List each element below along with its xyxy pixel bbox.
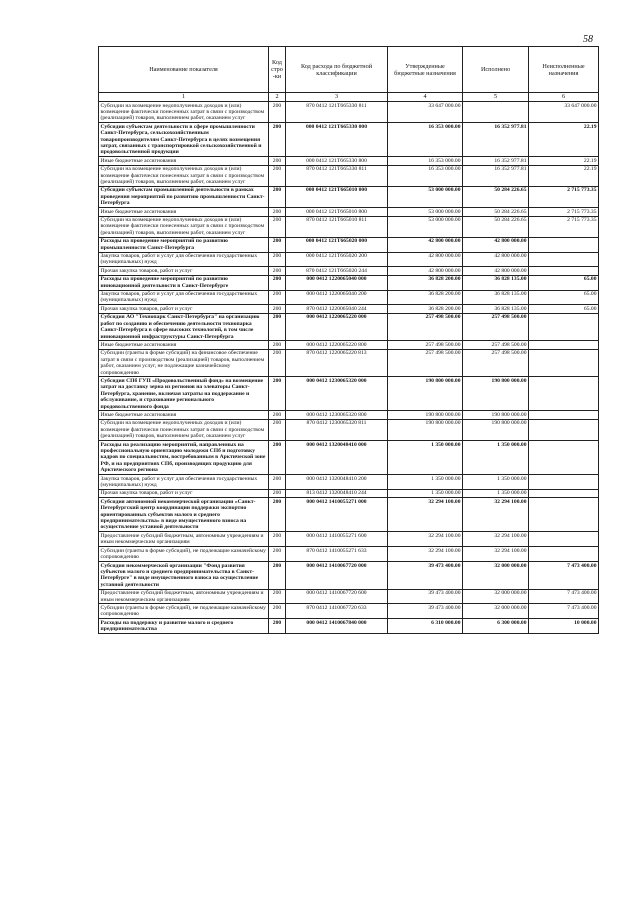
table-row bbox=[99, 186, 599, 207]
budget-code-cell: 000 0412 1410055271 000 bbox=[286, 498, 388, 532]
executed-amount-cell: 1 350 000.00 bbox=[463, 441, 529, 475]
approved-amount-cell: 36 828 200.00 bbox=[388, 290, 463, 305]
line-code-cell: 200 bbox=[269, 267, 286, 275]
executed-amount-cell bbox=[463, 102, 529, 123]
line-code-cell: 200 bbox=[269, 441, 286, 475]
line-code-cell: 200 bbox=[269, 186, 286, 207]
approved-amount-cell: 36 828 200.00 bbox=[388, 275, 463, 290]
line-code-cell: 200 bbox=[269, 275, 286, 290]
budget-code-cell: 000 0412 1410067720 000 bbox=[286, 562, 388, 590]
table-row bbox=[99, 313, 599, 341]
unexecuted-amount-cell: 2 715 773.35 bbox=[529, 216, 599, 237]
approved-amount-cell: 16 353 000.00 bbox=[388, 123, 463, 157]
budget-code-cell: 000 0412 121Т665330 800 bbox=[286, 157, 388, 165]
approved-amount-cell: 33 647 000.00 bbox=[388, 102, 463, 123]
line-code-cell: 200 bbox=[269, 290, 286, 305]
table-row bbox=[99, 102, 599, 123]
indicator-name-cell: Субсидии (гранты в форме субсидий) на финансовое обеспечение затрат в связи с производством (реализацией) товаров, выполнением работ, оказанием услуг, не подлежащие казначейскому сопровождению bbox=[99, 349, 269, 377]
unexecuted-amount-cell bbox=[529, 475, 599, 490]
line-code-cell: 200 bbox=[269, 208, 286, 216]
budget-code-cell: 000 0412 121Т665020 000 bbox=[286, 237, 388, 252]
table-row bbox=[99, 489, 599, 497]
unexecuted-amount-cell bbox=[529, 532, 599, 547]
line-code-cell: 200 bbox=[269, 489, 286, 497]
unexecuted-amount-cell: 22.19 bbox=[529, 165, 599, 186]
unexecuted-amount-cell: 22.19 bbox=[529, 123, 599, 157]
table-row bbox=[99, 275, 599, 290]
header-approved: Утвержденные бюджетные назначения bbox=[388, 47, 463, 93]
unexecuted-amount-cell bbox=[529, 489, 599, 497]
unexecuted-amount-cell bbox=[529, 313, 599, 341]
line-code-cell: 200 bbox=[269, 341, 286, 349]
unexecuted-amount-cell bbox=[529, 377, 599, 411]
line-code-cell: 200 bbox=[269, 216, 286, 237]
table-row bbox=[99, 547, 599, 562]
budget-code-cell: 000 0412 1410067840 000 bbox=[286, 619, 388, 634]
approved-amount-cell: 42 800 000.00 bbox=[388, 237, 463, 252]
budget-code-cell: 000 0412 1220065040 200 bbox=[286, 290, 388, 305]
indicator-name-cell: Субсидии на возмещение недополученных доходов и (или) возмещение фактически понесенных затрат в связи с производством (реализацией) товаров, выполнением работ, оказанием услуг bbox=[99, 102, 269, 123]
table-row bbox=[99, 123, 599, 157]
executed-amount-cell: 6 300 000.00 bbox=[463, 619, 529, 634]
executed-amount-cell: 1 350 000.00 bbox=[463, 475, 529, 490]
unexecuted-amount-cell: 33 647 000.00 bbox=[529, 102, 599, 123]
budget-code-cell: 870 0412 1410067720 633 bbox=[286, 604, 388, 619]
table-row bbox=[99, 419, 599, 440]
approved-amount-cell: 190 800 000.00 bbox=[388, 419, 463, 440]
indicator-name-cell: Расходы на проведение мероприятий по развитию инновационной деятельности в Санкт-Петербурге bbox=[99, 275, 269, 290]
header-line-code: Код стро-ки bbox=[269, 47, 286, 93]
unexecuted-amount-cell: 7 473 400.00 bbox=[529, 604, 599, 619]
table-row bbox=[99, 604, 599, 619]
indicator-name-cell: Субсидии на возмещение недополученных доходов и (или) возмещение фактически понесенных затрат в связи с производством (реализацией) товаров, выполнением работ, оказанием услуг bbox=[99, 165, 269, 186]
unexecuted-amount-cell bbox=[529, 547, 599, 562]
header-indicator-name: Наименование показателя bbox=[99, 47, 269, 93]
line-code-cell: 200 bbox=[269, 589, 286, 604]
table-row bbox=[99, 562, 599, 590]
line-code-cell: 200 bbox=[269, 377, 286, 411]
executed-amount-cell: 1 350 000.00 bbox=[463, 489, 529, 497]
line-code-cell: 200 bbox=[269, 619, 286, 634]
column-number: 3 bbox=[286, 93, 388, 102]
budget-code-cell: 000 0412 1230065320 800 bbox=[286, 411, 388, 419]
line-code-cell: 200 bbox=[269, 165, 286, 186]
table-row bbox=[99, 475, 599, 490]
indicator-name-cell: Закупка товаров, работ и услуг для обеспечения государственных (муниципальных) нужд bbox=[99, 252, 269, 267]
executed-amount-cell: 32 000 000.00 bbox=[463, 562, 529, 590]
approved-amount-cell: 53 000 000.00 bbox=[388, 186, 463, 207]
indicator-name-cell: Субсидия автономной некоммерческой организации «Санкт-Петербургский центр координации поддержки экспортно ориентированных субъектов малого и среднего предпринимательства» в виде имущественного взноса на осуществление уставной деятельности bbox=[99, 498, 269, 532]
indicator-name-cell: Иные бюджетные ассигнования bbox=[99, 341, 269, 349]
column-number: 2 bbox=[269, 93, 286, 102]
budget-code-cell: 000 0412 1410067720 600 bbox=[286, 589, 388, 604]
column-number: 5 bbox=[463, 93, 529, 102]
budget-code-cell: 870 0412 121Т665330 811 bbox=[286, 102, 388, 123]
indicator-name-cell: Предоставление субсидий бюджетным, автономным учреждениям и иным некоммерческим организациям bbox=[99, 532, 269, 547]
line-code-cell: 200 bbox=[269, 547, 286, 562]
indicator-name-cell: Расходы на проведение мероприятий по развитию промышленности Санкт-Петербурга bbox=[99, 237, 269, 252]
column-number: 6 bbox=[529, 93, 599, 102]
approved-amount-cell: 42 800 000.00 bbox=[388, 252, 463, 267]
budget-code-cell: 000 0412 121Т665010 000 bbox=[286, 186, 388, 207]
executed-amount-cell: 16 352 977.81 bbox=[463, 157, 529, 165]
unexecuted-amount-cell: 7 473 400.00 bbox=[529, 562, 599, 590]
executed-amount-cell: 32 000 000.00 bbox=[463, 589, 529, 604]
approved-amount-cell: 190 800 000.00 bbox=[388, 411, 463, 419]
approved-amount-cell: 32 294 100.00 bbox=[388, 547, 463, 562]
budget-code-cell: 000 0412 1320048410 200 bbox=[286, 475, 388, 490]
approved-amount-cell: 190 800 000.00 bbox=[388, 377, 463, 411]
approved-amount-cell: 39 473 400.00 bbox=[388, 604, 463, 619]
indicator-name-cell: Предоставление субсидий бюджетным, автономным учреждениям и иным некоммерческим организациям bbox=[99, 589, 269, 604]
line-code-cell: 200 bbox=[269, 102, 286, 123]
unexecuted-amount-cell: 22.19 bbox=[529, 157, 599, 165]
unexecuted-amount-cell: 65.00 bbox=[529, 305, 599, 313]
executed-amount-cell: 32 294 100.00 bbox=[463, 532, 529, 547]
indicator-name-cell: Субсидия СПб ГУП «Продовольственный фонд» на возмещение затрат на доставку зерна из регионов на элеваторы Санкт-Петербурга, хранение, включая затраты на поддержание и обслуживание, и страхование регионального продовольственного фонда bbox=[99, 377, 269, 411]
approved-amount-cell: 53 000 000.00 bbox=[388, 208, 463, 216]
executed-amount-cell: 50 284 226.65 bbox=[463, 208, 529, 216]
unexecuted-amount-cell: 2 715 773.35 bbox=[529, 208, 599, 216]
indicator-name-cell: Субсидия АО "Технопарк Санкт-Петербурга" на организацию работ по созданию и обеспечению деятельности технопарка Санкт-Петербурга в сфере высоких технологий, в том числе инновационной инфраструктуры Санкт-Петербурга bbox=[99, 313, 269, 341]
budget-execution-table bbox=[98, 46, 599, 634]
executed-amount-cell: 36 828 135.00 bbox=[463, 275, 529, 290]
line-code-cell: 200 bbox=[269, 604, 286, 619]
executed-amount-cell: 190 800 000.00 bbox=[463, 377, 529, 411]
indicator-name-cell: Закупка товаров, работ и услуг для обеспечения государственных (муниципальных) нужд bbox=[99, 475, 269, 490]
executed-amount-cell: 36 828 135.00 bbox=[463, 305, 529, 313]
approved-amount-cell: 16 353 000.00 bbox=[388, 165, 463, 186]
line-code-cell: 200 bbox=[269, 562, 286, 590]
budget-code-cell: 813 0412 1320048410 244 bbox=[286, 489, 388, 497]
column-number: 1 bbox=[99, 93, 269, 102]
table-row bbox=[99, 208, 599, 216]
budget-code-cell: 870 0412 1230065320 811 bbox=[286, 419, 388, 440]
approved-amount-cell: 257 498 500.00 bbox=[388, 313, 463, 341]
indicator-name-cell: Субсидии на возмещение недополученных доходов и (или) возмещение фактически понесенных затрат в связи с производством (реализацией) товаров, выполнением работ, оказанием услуг bbox=[99, 419, 269, 440]
approved-amount-cell: 1 350 000.00 bbox=[388, 489, 463, 497]
line-code-cell: 200 bbox=[269, 475, 286, 490]
unexecuted-amount-cell: 65.00 bbox=[529, 275, 599, 290]
unexecuted-amount-cell bbox=[529, 349, 599, 377]
executed-amount-cell: 16 352 977.81 bbox=[463, 165, 529, 186]
line-code-cell: 200 bbox=[269, 157, 286, 165]
unexecuted-amount-cell: 65.00 bbox=[529, 290, 599, 305]
table-row bbox=[99, 619, 599, 634]
budget-code-cell: 000 0412 1410055271 600 bbox=[286, 532, 388, 547]
unexecuted-amount-cell: 10 000.00 bbox=[529, 619, 599, 634]
executed-amount-cell: 36 828 135.00 bbox=[463, 290, 529, 305]
line-code-cell: 200 bbox=[269, 237, 286, 252]
budget-code-cell: 000 0412 1220065040 000 bbox=[286, 275, 388, 290]
table-row bbox=[99, 441, 599, 475]
indicator-name-cell: Субсидии субъектам деятельности в сфере промышленности Санкт-Петербурга, сельскохозяйственным товаропроизводителям Санкт-Петербурга в целях возмещения затрат, связанных с транспортировкой сельскохозяйственной и продовольственной продукции bbox=[99, 123, 269, 157]
table-row bbox=[99, 267, 599, 275]
unexecuted-amount-cell bbox=[529, 252, 599, 267]
budget-code-cell: 870 0412 1220065220 813 bbox=[286, 349, 388, 377]
budget-code-cell: 000 0412 1320048410 000 bbox=[286, 441, 388, 475]
budget-code-cell: 870 0412 121Т665020 244 bbox=[286, 267, 388, 275]
line-code-cell: 200 bbox=[269, 532, 286, 547]
executed-amount-cell: 32 000 000.00 bbox=[463, 604, 529, 619]
header-executed: Исполнено bbox=[463, 47, 529, 93]
budget-code-cell: 000 0412 121Т665330 000 bbox=[286, 123, 388, 157]
column-number-row bbox=[99, 93, 599, 102]
table-row bbox=[99, 498, 599, 532]
indicator-name-cell: Иные бюджетные ассигнования bbox=[99, 411, 269, 419]
header-budget-code: Код расхода по бюджетной классификации bbox=[286, 47, 388, 93]
indicator-name-cell: Субсидии на возмещение недополученных доходов и (или) возмещение фактически понесенных затрат в связи с производством (реализацией) товаров, выполнением работ, оказанием услуг bbox=[99, 216, 269, 237]
budget-code-cell: 870 0412 1410055271 633 bbox=[286, 547, 388, 562]
indicator-name-cell: Прочая закупка товаров, работ и услуг bbox=[99, 305, 269, 313]
approved-amount-cell: 1 350 000.00 bbox=[388, 441, 463, 475]
approved-amount-cell: 1 350 000.00 bbox=[388, 475, 463, 490]
table-row bbox=[99, 589, 599, 604]
executed-amount-cell: 257 498 500.00 bbox=[463, 349, 529, 377]
executed-amount-cell: 32 294 100.00 bbox=[463, 547, 529, 562]
unexecuted-amount-cell bbox=[529, 237, 599, 252]
line-code-cell: 200 bbox=[269, 252, 286, 267]
executed-amount-cell: 190 800 000.00 bbox=[463, 411, 529, 419]
indicator-name-cell: Иные бюджетные ассигнования bbox=[99, 157, 269, 165]
table-row bbox=[99, 341, 599, 349]
approved-amount-cell: 32 294 100.00 bbox=[388, 498, 463, 532]
unexecuted-amount-cell bbox=[529, 341, 599, 349]
table-row bbox=[99, 290, 599, 305]
executed-amount-cell: 16 352 977.81 bbox=[463, 123, 529, 157]
approved-amount-cell: 42 800 000.00 bbox=[388, 267, 463, 275]
budget-code-cell: 870 0412 121Т665010 811 bbox=[286, 216, 388, 237]
approved-amount-cell: 16 353 000.00 bbox=[388, 157, 463, 165]
line-code-cell: 200 bbox=[269, 313, 286, 341]
table-row bbox=[99, 349, 599, 377]
table-row bbox=[99, 165, 599, 186]
budget-code-cell: 870 0412 1220065040 244 bbox=[286, 305, 388, 313]
table-row bbox=[99, 157, 599, 165]
executed-amount-cell: 257 498 500.00 bbox=[463, 313, 529, 341]
table-row bbox=[99, 216, 599, 237]
line-code-cell: 200 bbox=[269, 498, 286, 532]
executed-amount-cell: 42 800 000.00 bbox=[463, 252, 529, 267]
table-row bbox=[99, 237, 599, 252]
table-row bbox=[99, 305, 599, 313]
column-number: 4 bbox=[388, 93, 463, 102]
budget-code-cell: 000 0412 1230065320 000 bbox=[286, 377, 388, 411]
budget-code-cell: 000 0412 1220065220 000 bbox=[286, 313, 388, 341]
header-unexecuted: Неисполненные назначения bbox=[529, 47, 599, 93]
table-row bbox=[99, 411, 599, 419]
indicator-name-cell: Расходы на поддержку и развитие малого и среднего предпринимательства bbox=[99, 619, 269, 634]
approved-amount-cell: 39 473 400.00 bbox=[388, 562, 463, 590]
indicator-name-cell: Прочая закупка товаров, работ и услуг bbox=[99, 267, 269, 275]
unexecuted-amount-cell bbox=[529, 411, 599, 419]
budget-code-cell: 000 0412 121Т665020 200 bbox=[286, 252, 388, 267]
executed-amount-cell: 190 800 000.00 bbox=[463, 419, 529, 440]
indicator-name-cell: Закупка товаров, работ и услуг для обеспечения государственных (муниципальных) нужд bbox=[99, 290, 269, 305]
executed-amount-cell: 42 800 000.00 bbox=[463, 267, 529, 275]
unexecuted-amount-cell bbox=[529, 267, 599, 275]
unexecuted-amount-cell bbox=[529, 419, 599, 440]
executed-amount-cell: 42 800 000.00 bbox=[463, 237, 529, 252]
indicator-name-cell: Субсидия некоммерческой организации "Фонд развития субъектов малого и среднего предпринимательства в Санкт-Петербурге" в виде имущественного взноса на осуществление уставной деятельности bbox=[99, 562, 269, 590]
approved-amount-cell: 39 473 400.00 bbox=[388, 589, 463, 604]
executed-amount-cell: 50 284 226.65 bbox=[463, 186, 529, 207]
indicator-name-cell: Иные бюджетные ассигнования bbox=[99, 208, 269, 216]
indicator-name-cell: Субсидии (гранты в форме субсидий), не подлежащие казначейскому сопровождению bbox=[99, 604, 269, 619]
approved-amount-cell: 257 498 500.00 bbox=[388, 341, 463, 349]
header-row bbox=[99, 47, 599, 93]
approved-amount-cell: 257 498 500.00 bbox=[388, 349, 463, 377]
line-code-cell: 200 bbox=[269, 349, 286, 377]
unexecuted-amount-cell: 7 473 400.00 bbox=[529, 589, 599, 604]
table-row bbox=[99, 252, 599, 267]
approved-amount-cell: 53 000 000.00 bbox=[388, 216, 463, 237]
budget-code-cell: 870 0412 121Т665330 811 bbox=[286, 165, 388, 186]
approved-amount-cell: 6 310 000.00 bbox=[388, 619, 463, 634]
line-code-cell: 200 bbox=[269, 123, 286, 157]
line-code-cell: 200 bbox=[269, 305, 286, 313]
unexecuted-amount-cell bbox=[529, 441, 599, 475]
indicator-name-cell: Субсидии субъектам промышленной деятельности в рамках проведения мероприятий по развитию промышленности Санкт-Петербурга bbox=[99, 186, 269, 207]
line-code-cell: 200 bbox=[269, 419, 286, 440]
approved-amount-cell: 32 294 100.00 bbox=[388, 532, 463, 547]
page-number: 58 bbox=[583, 34, 593, 45]
unexecuted-amount-cell bbox=[529, 498, 599, 532]
indicator-name-cell: Субсидии (гранты в форме субсидий), не подлежащие казначейскому сопровождению bbox=[99, 547, 269, 562]
table-row bbox=[99, 377, 599, 411]
executed-amount-cell: 32 294 100.00 bbox=[463, 498, 529, 532]
budget-code-cell: 000 0412 121Т665010 800 bbox=[286, 208, 388, 216]
indicator-name-cell: Расходы на реализацию мероприятий, направленных на профессиональную ориентацию молодежи СПб и подготовку кадров по специальностям, востребованным в Арктической зоне РФ, и на предприятиях СПб, производящих продукцию для Арктического региона bbox=[99, 441, 269, 475]
line-code-cell: 200 bbox=[269, 411, 286, 419]
table-body bbox=[99, 102, 599, 634]
budget-code-cell: 000 0412 1220065220 800 bbox=[286, 341, 388, 349]
table-row bbox=[99, 532, 599, 547]
unexecuted-amount-cell: 2 715 773.35 bbox=[529, 186, 599, 207]
indicator-name-cell: Прочая закупка товаров, работ и услуг bbox=[99, 489, 269, 497]
executed-amount-cell: 257 498 500.00 bbox=[463, 341, 529, 349]
executed-amount-cell: 50 284 226.65 bbox=[463, 216, 529, 237]
approved-amount-cell: 36 828 200.00 bbox=[388, 305, 463, 313]
